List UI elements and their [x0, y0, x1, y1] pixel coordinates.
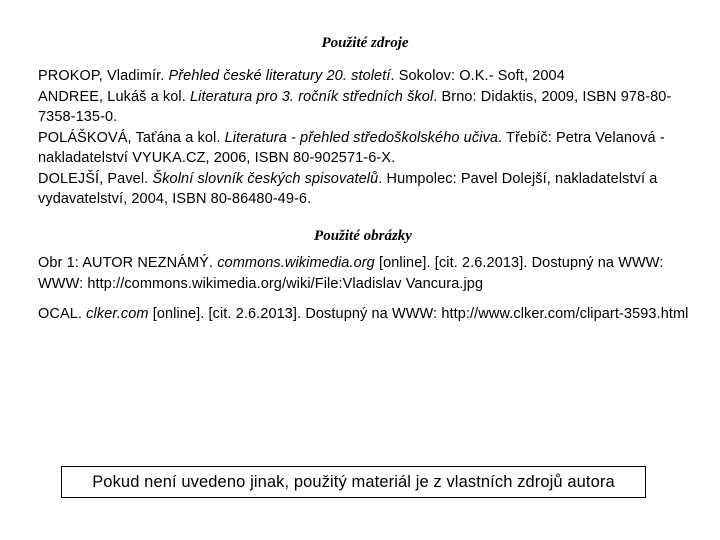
image-details: [online]. [cit. 2.6.2013]. Dostupný na WWW: WWW: — [38, 255, 664, 292]
image-author: Obr 1: AUTOR NEZNÁMÝ. — [38, 255, 218, 271]
source-title: Přehled české literatury 20. století — [168, 68, 391, 84]
source-details: . Brno: Didaktis, 2009, ISBN 978-80-7358-135-0. — [38, 88, 672, 125]
source-title: Literatura pro 3. ročník středních škol — [190, 88, 434, 105]
image-url: http://www.clker.com/clipart-3593.html — [441, 306, 689, 322]
footer-text: Pokud není uvedeno jinak, použitý materiál je z vlastních zdrojů autora — [92, 472, 615, 491]
images-heading: Použité obrázky — [314, 228, 412, 244]
images-list — [38, 253, 698, 325]
sources-list — [38, 66, 698, 210]
source-entry-polaskova — [38, 128, 698, 169]
image-entry-wikimedia — [38, 253, 698, 294]
source-title: Školní slovník českých spisovatelů — [152, 170, 379, 187]
source-author: DOLEJŠÍ, Pavel. — [38, 170, 153, 187]
image-site: commons.wikimedia.org — [217, 255, 375, 271]
footer-note — [61, 466, 646, 498]
source-author: POLÁŠKOVÁ, Taťána a kol. — [38, 129, 225, 146]
image-author: OCAL. — [38, 306, 87, 322]
source-author: ANDREE, Lukáš a kol. — [38, 88, 190, 105]
source-title: Literatura - přehled středoškolského učiva — [224, 129, 499, 146]
source-details: . Humpolec: Pavel Dolejší, nakladatelství a vydavatelství, 2004, ISBN 80-86480-49-6. — [38, 170, 658, 207]
source-details: . Sokolov: O.K.- Soft, 2004 — [390, 68, 565, 84]
image-site: clker.com — [86, 306, 149, 322]
source-entry-prokop — [38, 66, 698, 87]
source-entry-dolejsi — [38, 169, 698, 210]
sources-heading: Použité zdroje — [321, 35, 409, 51]
image-details: [online]. [cit. 2.6.2013]. Dostupný na WWW: — [148, 306, 442, 322]
source-details: . Třebíč: Petra Velanová - nakladatelství VYUKA.CZ, 2006, ISBN 80-902571-6-X. — [38, 129, 665, 166]
image-entry-clker — [38, 304, 698, 325]
source-entry-andree — [38, 87, 698, 128]
source-author: PROKOP, Vladimír. — [38, 68, 169, 84]
image-url: http://commons.wikimedia.org/wiki/File:Vladislav Vancura.jpg — [87, 275, 484, 292]
